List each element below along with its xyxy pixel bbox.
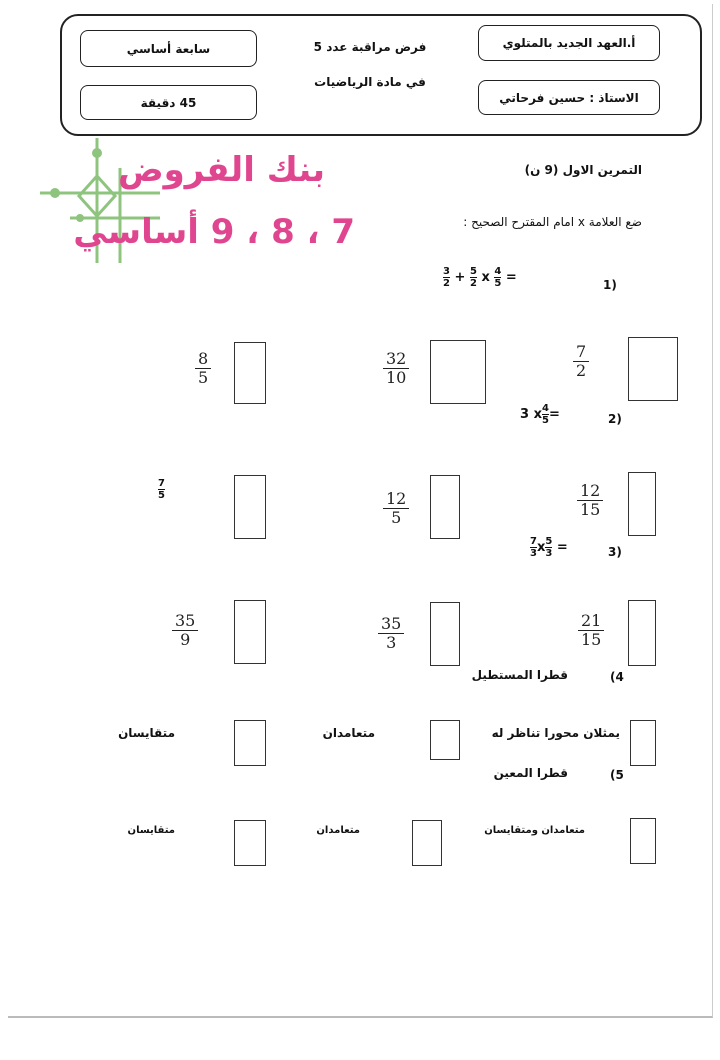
q5-checkbox-1[interactable] bbox=[630, 818, 656, 864]
q5-option-2: متعامدان bbox=[316, 825, 360, 836]
q1-checkbox-2[interactable] bbox=[430, 340, 486, 404]
q3-option-2: 35 3 bbox=[378, 615, 404, 652]
q3-checkbox-1[interactable] bbox=[628, 600, 656, 666]
q4-checkbox-2[interactable] bbox=[430, 720, 460, 760]
level-box: سابعة أساسي bbox=[80, 30, 257, 67]
q1-number: (1 bbox=[603, 278, 617, 292]
q2-checkbox-2[interactable] bbox=[430, 475, 460, 539]
q4-option-2: متعامدان bbox=[322, 726, 375, 740]
q1-option-1: 7 2 bbox=[573, 343, 589, 380]
q2-option-2: 12 5 bbox=[383, 490, 409, 527]
q2-number: (2 bbox=[608, 412, 622, 426]
q4-checkbox-1[interactable] bbox=[630, 720, 656, 766]
q3-expression: $\frac{7}{3}$ x $\frac{5}{3}$ = bbox=[530, 536, 568, 559]
q3-checkbox-2[interactable] bbox=[430, 602, 460, 666]
watermark-line2: 7 ، 8 ، 9 أساسي bbox=[73, 212, 355, 252]
exercise-title: التمرين الاول (9 ن) bbox=[524, 163, 642, 177]
q4-option-3: متقايسان bbox=[118, 726, 175, 740]
q1-checkbox-3[interactable] bbox=[234, 342, 266, 404]
instruction: ضع العلامة x امام المقترح الصحيح : bbox=[463, 215, 642, 229]
q2-option-3: $\frac{7}{5}$ bbox=[158, 478, 165, 501]
school-box: أ.العهد الجديد بالمتلوي bbox=[478, 25, 660, 61]
q4-checkbox-3[interactable] bbox=[234, 720, 266, 766]
teacher-box: الاستاذ : حسين فرحاتي bbox=[478, 80, 660, 115]
q2-option-1: 12 15 bbox=[577, 482, 603, 519]
exam-subject: في مادة الرياضيات bbox=[314, 75, 426, 89]
q5-checkbox-2[interactable] bbox=[412, 820, 442, 866]
q3-checkbox-3[interactable] bbox=[234, 600, 266, 664]
watermark-line1: بنك الفروض bbox=[117, 150, 325, 190]
q4-number: 4) bbox=[610, 670, 624, 684]
q1-checkbox-1[interactable] bbox=[628, 337, 678, 401]
q1-option-3: 8 5 bbox=[195, 350, 211, 387]
duration-box: 45 دقيقة bbox=[80, 85, 257, 120]
q4-option-1: يمثلان محورا تناظر له bbox=[491, 726, 620, 740]
q5-text: قطرا المعين bbox=[493, 766, 568, 780]
exam-title: فرض مراقبة عدد 5 bbox=[313, 40, 427, 54]
q3-option-1: 21 15 bbox=[578, 612, 604, 649]
q5-option-1: متعامدان ومتقايسان bbox=[484, 825, 585, 836]
q2-checkbox-1[interactable] bbox=[628, 472, 656, 536]
q3-number: (3 bbox=[608, 545, 622, 559]
q4-text: قطرا المستطيل bbox=[471, 668, 568, 682]
q2-checkbox-3[interactable] bbox=[234, 475, 266, 539]
q3-option-3: 35 9 bbox=[172, 612, 198, 649]
q1-option-2: 32 10 bbox=[383, 350, 409, 387]
q2-expression: 3 x $\frac{4}{5}$ = bbox=[520, 403, 560, 426]
q5-checkbox-3[interactable] bbox=[234, 820, 266, 866]
q5-option-3: متقايسان bbox=[127, 825, 175, 836]
q1-expression: $\frac{3}{2}$ + $\frac{5}{2}$ x $\frac{4}{5}$ = bbox=[443, 266, 517, 289]
q5-number: 5) bbox=[610, 768, 624, 782]
